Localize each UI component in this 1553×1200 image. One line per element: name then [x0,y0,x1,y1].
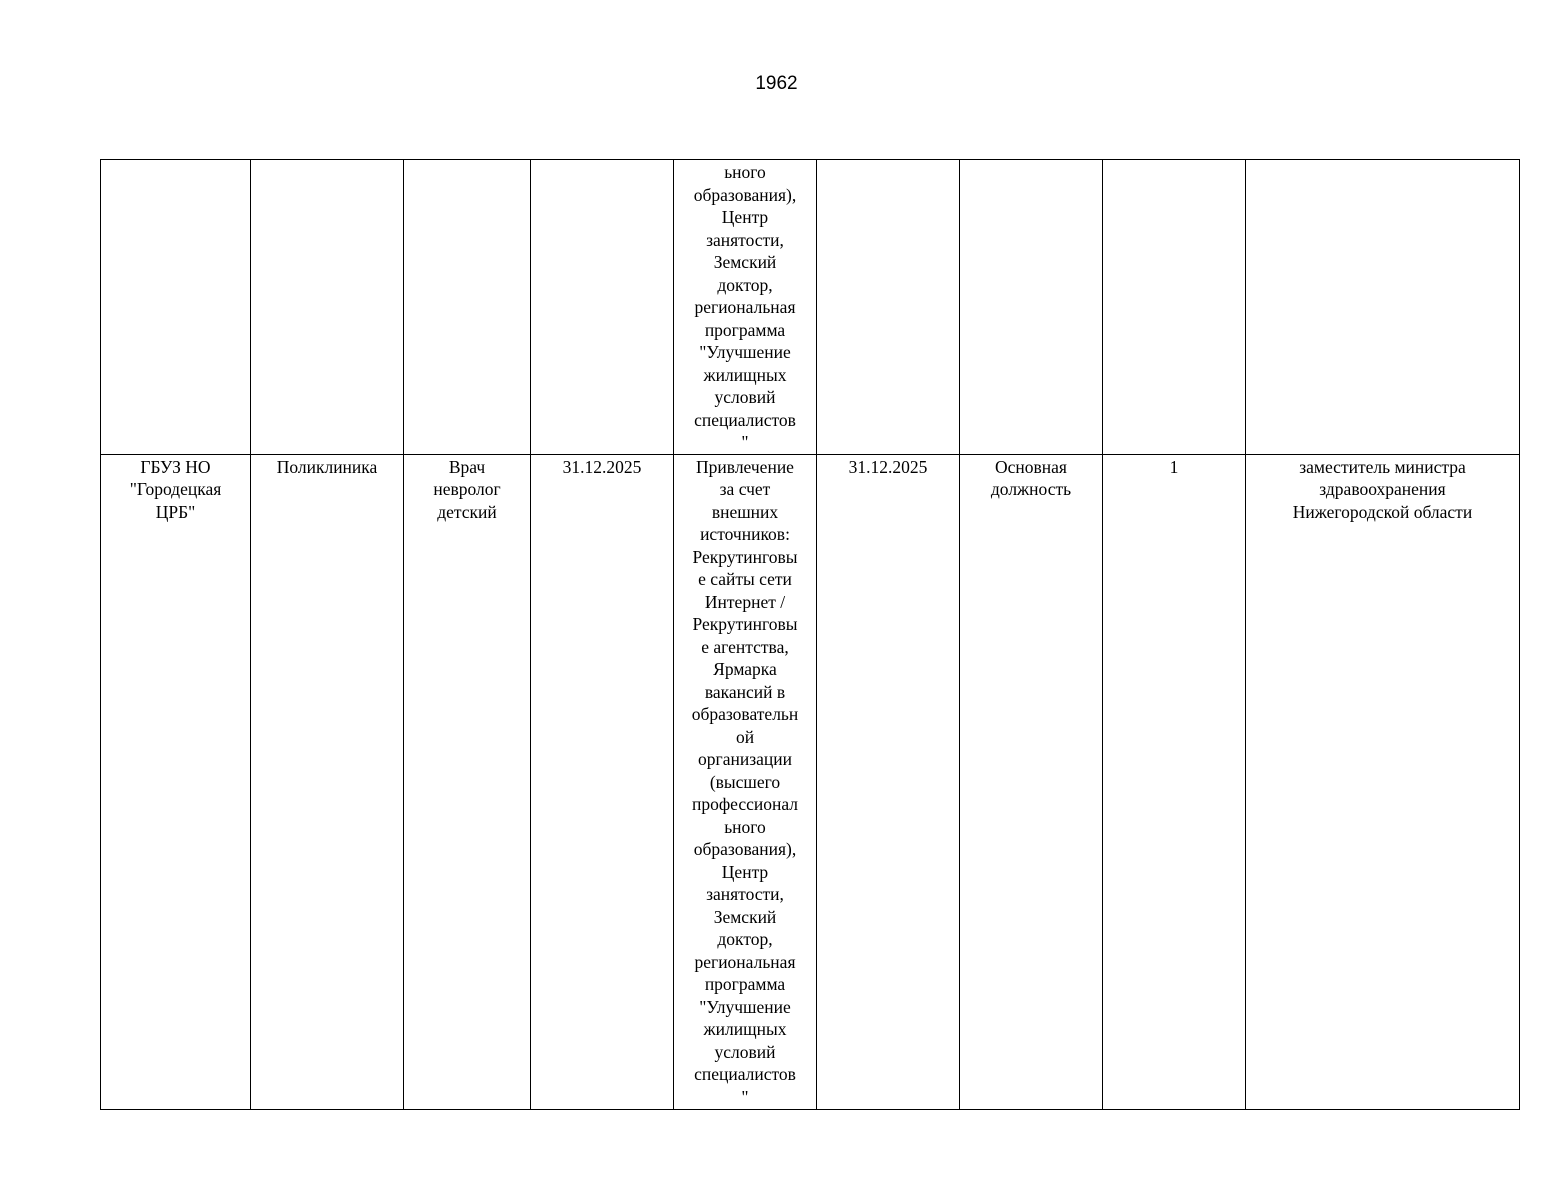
text-line: образовательн [691,704,799,724]
text-line: специалистов [694,409,796,430]
text-line: Центр [721,207,769,227]
text-line: профессионал [691,794,799,814]
text-line: программа [704,319,786,340]
text-line: программа [704,974,786,994]
method-text [678,456,812,1109]
text-line: "Улучшение [699,342,791,362]
cell-position [404,454,531,1109]
organization-text [105,456,246,524]
text-line: Земский [713,252,777,272]
table-row-continued [101,160,1520,455]
department-text: Поликлиника [276,456,378,477]
quantity-text: 1 [1169,456,1179,477]
text-line: за счет [719,479,771,499]
cell-date-2-empty [817,160,960,455]
text-line: "Городецкая [129,479,222,499]
table-row [101,454,1520,1109]
position-text [408,456,526,524]
cell-employment-type [960,454,1103,1109]
text-line: занятости, [706,229,784,250]
text-line: жилищных [703,364,787,385]
text-line: доктор, [717,274,773,295]
text-line: " [741,432,749,452]
vacancy-table [100,159,1520,1110]
text-line: источников: [700,524,790,544]
text-line: ой [735,726,755,747]
text-line: ьного [724,162,766,182]
text-line: условий [714,387,776,407]
text-line: жилищных [703,1019,787,1039]
text-line: невролог [433,479,501,499]
text-line: внешних [711,501,779,522]
cell-department-empty [251,160,404,455]
text-line: Центр [721,861,769,882]
text-line: специалистов [694,1064,796,1084]
cell-employment-type-empty [960,160,1103,455]
text-line: ьного [724,816,766,837]
text-line: условий [714,1041,776,1062]
date-2-text: 31.12.2025 [848,456,928,477]
text-line: образования), [693,184,797,205]
cell-date-empty [531,160,674,455]
cell-responsible [1246,454,1520,1109]
cell-organization [101,454,251,1109]
text-line: заместитель министра [1299,456,1466,477]
cell-date-1 [531,454,674,1109]
text-line: Врач [448,456,486,477]
cell-department [251,454,404,1109]
text-line: Основная [995,456,1067,477]
text-line: (высшего [709,771,781,792]
text-line: Рекрутинговы [692,546,798,567]
text-line: Рекрутинговы [692,614,798,634]
date-1-text: 31.12.2025 [562,456,642,477]
text-line: Интернет / [704,591,786,612]
cell-method-continued [674,160,817,455]
text-line: е сайты сети [698,569,792,589]
text-line: Ярмарка [713,659,777,679]
text-line: Привлечение [696,456,794,477]
text-line: детский [437,501,497,522]
text-line: Земский [713,906,777,927]
cell-responsible-empty [1246,160,1520,455]
text-line: региональная [694,297,796,317]
text-line: Нижегородской области [1292,501,1473,522]
cell-date-2 [817,454,960,1109]
text-line: организации [698,749,792,769]
text-line: вакансий в [704,681,786,702]
text-line: образования), [693,839,797,859]
text-line: доктор, [717,929,773,949]
text-line: ЦРБ" [155,501,196,522]
method-text-continued [678,161,812,454]
cell-position-empty [404,160,531,455]
text-line: занятости, [706,884,784,904]
cell-method [674,454,817,1109]
text-line: " [741,1086,749,1107]
cell-quantity [1103,454,1246,1109]
text-line: "Улучшение [699,996,791,1017]
text-line: региональная [694,951,796,972]
cell-quantity-empty [1103,160,1246,455]
text-line: е агентства, [701,636,789,657]
text-line: должность [990,479,1072,499]
text-line: ГБУЗ НО [140,456,211,477]
responsible-text [1250,456,1515,524]
text-line: здравоохранения [1319,479,1446,499]
page-number: 1962 [755,73,798,94]
employment-type-text [964,456,1098,501]
cell-organization-empty [101,160,251,455]
